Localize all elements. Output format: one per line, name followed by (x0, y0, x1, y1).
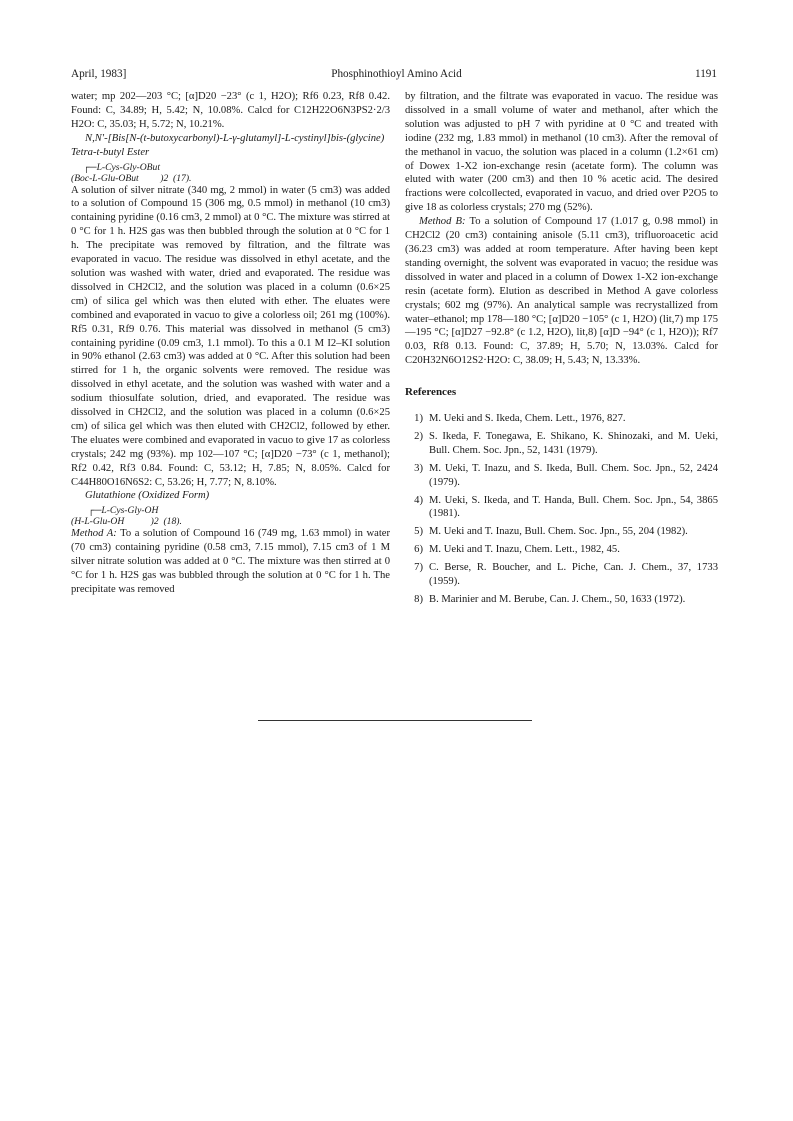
reference-item (405, 543, 718, 557)
reference-text: C. Berse, R. Boucher, and L. Piche, Can. J. Chem., 37, 1733 (1959). (429, 562, 718, 588)
running-header-date: April, 1983] (71, 68, 127, 80)
reference-text: M. Ueki and T. Inazu, Chem. Lett., 1982, 45. (429, 544, 620, 556)
paragraph-compound-data: water; mp 202—203 °C; [α]D20 −23° (c 1, H2O); Rf6 0.23, Rf8 0.42. Found: C, 34.89; H, 5.42; N, 10.08%. Calcd for C12H22O6N3PS2·2/3 H2O: C, 35.03; H, 5.72; N, 10.21%. (71, 91, 390, 130)
reference-item (405, 593, 718, 607)
reference-text: M. Ueki and T. Inazu, Bull. Chem. Soc. Jpn., 55, 204 (1982). (429, 526, 688, 538)
paragraph-method-a-continued: by filtration, and the filtrate was evaporated in vacuo. The residue was dissolved in a small volume of water and methanol, after which the solution was adjusted to pH 7 with pyridine at 0 °C and treated with iodine (232 mg, 1.83 mmol) in methanol (10 cm3). After the removal of the methanol in vacuo, the solution was placed in a column (1.2×61 cm) of Dowex 1-X2 ion-exchange resin (acetate form). The column was eluted with water (200 cm3) and then 10 % acetic acid. The desired fractions were colcollected, evaporated in vacuo, and dried over P2O5 to give 18 as colorless crystals; 270 mg (52%). (405, 91, 718, 214)
paragraph-compound-17-prep: A solution of silver nitrate (340 mg, 2 mmol) in water (5 cm3) was added to a solution of Compound 15 (306 mg, 0.5 mmol) in methanol (10 cm3) containing pyridine (0.16 cm3, 2 mmol) at 0 °C. The mixture was stirred at 0 °C for 1 h. H2S gas was then bubbled through the solution at 0 °C for 1 h. The precipitate was removed by filtration, and the filtrate was evaporated in vacuo. The residue was dissolved in ethyl acetate, and the solution was washed with water, dried and evaporated. The residue was dissolved in CH2Cl2, and the solution was placed in a column (0.6×25 cm) of silica gel which was then eluted with ether. The eluates were combined and evaporated in vacuo to give a colorless oil; 261 mg (100%). Rf5 0.31, Rf9 0.76. This material was dissolved in methanol (5 cm3) containing pyridine (0.09 cm3, 1.1 mmol). To this a 0.1 M I2–KI solution in 90% ethanol (2.63 cm3) was added at 0 °C. After this solution had been stirred for 1 h, the organic solvents were removed. The residue was dissolved in ethyl acetate, and the solution was washed with water and a sodium thiosulfate solution, dried, and evaporated. The residue was dissolved in CH2Cl2, and the solution was placed in a column (0.6×25 cm) of silica gel which was then eluted with CH2Cl2, followed by ether. The eluates were combined and evaporated in vacuo to give 17 as colorless crystals; 242 mg (93%). mp 102—107 °C; [α]D20 −73° (c 1, methanol); Rf2 0.42, Rf3 0.84. Found: C, 53.12; H, 7.85; N, 8.05%. Calcd for C44H80O16N6S2: C, 53.26; H, 7.77; N, 8.10%. (71, 184, 390, 488)
reference-number: 7) (414, 562, 423, 574)
reference-text: S. Ikeda, F. Tonegawa, E. Shikano, K. Shinozaki, and M. Ueki, Bull. Chem. Soc. Jpn., 52, 1431 (1979). (429, 430, 718, 456)
compound-17-structure: ┌─L-Cys-Gly-OBut (Boc-L-Glu-OBut )2 (17). (71, 161, 192, 184)
reference-number: 8) (414, 594, 423, 605)
compound-18-structure: ┌─L-Cys-Gly-OH (H-L-Glu-OH )2 (18). (71, 505, 182, 528)
reference-item (405, 561, 718, 589)
reference-text: M. Ueki, S. Ikeda, and T. Handa, Bull. Chem. Soc. Jpn., 54, 3865 (1981). (429, 494, 718, 520)
reference-number: 1) (414, 413, 423, 425)
paragraph-method-b: Method B: To a solution of Compound 17 (1.017 g, 0.98 mmol) in CH2Cl2 (20 cm3) containing anisole (5.11 cm3), trifluoroacetic acid (36.23 cm3) was added at room temperature. After having been kept standing overnight, the solvent was evaporated in vacuo; the residue was dissolved in water and placed in a column of Dowex 1-X2 ion-exchange resin (acetate form). Elution as described in Method A gave colorless crystals; 602 mg (97%). An analytical sample was recrystallized from water–ethanol; mp 178—180 °C; [α]D20 −105° (c 1, H2O) (lit,7) mp 175—195 °C; [α]D27 −92.8° (c 1.2, H2O), lit,8) [α]D −94° (c 1, H2O)); Rf7 0.03, Rf8 0.13. Found: C, 37.89; H, 5.70; N, 13.03%. Calcd for C20H32N6O12S2·H2O: C, 38.09; H, 5.43; N, 13.33%. (405, 216, 718, 367)
left-column (71, 90, 390, 597)
reference-number: 6) (414, 544, 423, 556)
reference-text: M. Ueki and S. Ikeda, Chem. Lett., 1976, 827. (429, 413, 626, 425)
page-number: 1191 (695, 68, 717, 80)
reference-text: M. Ueki, T. Inazu, and S. Ikeda, Bull. Chem. Soc. Jpn., 52, 2424 (1979). (429, 462, 718, 488)
reference-list (405, 412, 718, 607)
paragraph-method-a: Method A: To a solution of Compound 16 (749 mg, 1.63 mmol) in water (70 cm3) containing pyridine (0.58 cm3, 7.15 mmol), 7.15 cm3 of 1 M silver nitrate solution was added at 0 °C. The mixture was then stirred at 0 °C for 1 h. H2S gas was bubbled through the solution at 0 °C for 1 h. The precipitate was removed (71, 528, 390, 595)
reference-item (405, 525, 718, 539)
compound-17-heading: N,N′-[Bis[N-(t-butoxycarbonyl)-L-γ-glutamyl]-L-cystinyl]bis-(glycine) Tetra-t-butyl Ester (71, 132, 385, 158)
end-rule (258, 720, 532, 721)
reference-number: 5) (414, 526, 423, 538)
method-a-label: Method A: (71, 528, 117, 540)
reference-item (405, 462, 718, 490)
reference-number: 3) (414, 462, 423, 474)
reference-number: 2) (414, 430, 423, 442)
method-b-label: Method B: (419, 216, 466, 228)
compound-18-heading: Glutathione (Oxidized Form) (85, 490, 210, 502)
reference-number: 4) (414, 494, 423, 506)
reference-item (405, 412, 718, 426)
running-header-title: Phosphinothioyl Amino Acid (331, 68, 462, 80)
reference-text: B. Marinier and M. Berube, Can. J. Chem., 50, 1633 (1972). (429, 594, 686, 605)
reference-item (405, 430, 718, 458)
right-column (405, 90, 718, 611)
references-heading: References (405, 386, 457, 399)
reference-item (405, 494, 718, 522)
